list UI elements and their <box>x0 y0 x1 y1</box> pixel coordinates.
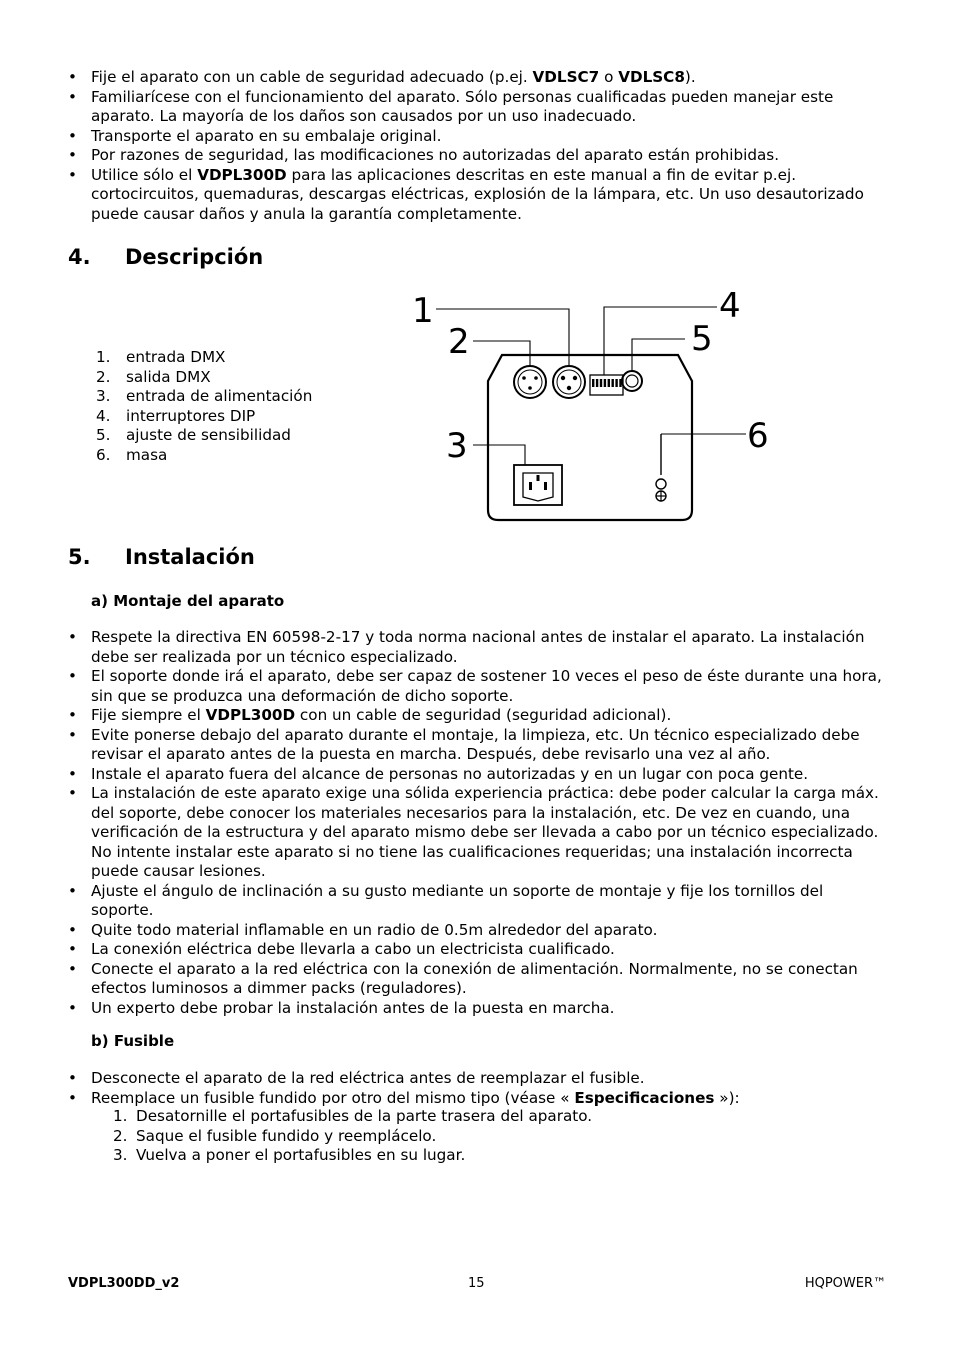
bold-text: VDPL300D <box>197 165 287 184</box>
text-run: Conecte el aparato a la red eléctrica con la conexión de alimentación. Normalmente, no se conectan efectos luminosos a dimmer packs (reguladores). <box>91 959 858 997</box>
fuse-step <box>113 1107 592 1127</box>
list-item <box>68 127 888 147</box>
sensitivity-knob <box>622 371 642 391</box>
list-item <box>68 146 888 166</box>
item-label: masa <box>126 445 168 464</box>
footer-page-number: 15 <box>468 1276 485 1291</box>
text-run: Respete la directiva EN 60598-2-17 y toda norma nacional antes de instalar el aparato. La instalación debe ser realizada por un técnico especializado. <box>91 628 865 666</box>
list-item <box>68 882 888 921</box>
ground-terminal <box>656 434 666 501</box>
list-item <box>68 921 888 941</box>
dip-switch <box>615 379 617 387</box>
text-run: Utilice sólo el <box>91 165 198 184</box>
list-item <box>68 628 888 667</box>
dip-switch <box>600 379 602 387</box>
text-run: Ajuste el ángulo de inclinación a su gusto mediante un soporte de montaje y fije los tornillos del soporte. <box>91 881 824 919</box>
text-run: Por razones de seguridad, las modificaciones no autorizadas del aparato están prohibidas. <box>91 146 780 164</box>
text-run: La instalación de este aparato exige una sólida experiencia práctica: debe poder calcular la carga máx. del soporte, debe conocer los materiales necesarios para la instalación, etc. De vez en cuando, una verificación de la estructura y del aparato mismo debe ser llevada a cabo por un técnico especializado. No intente instalar este aparato si no tiene las cualificaciones requeridas; una instalación incorrecta puede causar lesiones. <box>91 784 879 880</box>
list-item <box>68 999 888 1019</box>
text-run: Instale el aparato fuera del alcance de personas no autorizadas y en un lugar con poca gente. <box>91 764 809 783</box>
dip-switch <box>604 379 606 387</box>
parts-list-item <box>96 446 312 466</box>
text-run: Un experto debe probar la instalación antes de la puesta en marcha. <box>91 998 615 1017</box>
parts-list-item <box>96 387 312 407</box>
callout-4: 4 <box>719 286 741 326</box>
dmx-output-connector <box>553 366 585 398</box>
item-label: salida DMX <box>126 367 211 386</box>
text-run: Desconecte el aparato de la red eléctrica antes de reemplazar el fusible. <box>91 1069 645 1087</box>
fuse-step <box>113 1127 592 1147</box>
bold-text: VDLSC8 <box>618 68 685 86</box>
text-run: Fije el aparato con un cable de seguridad adecuado (p.ej. <box>91 68 533 86</box>
parts-list-item <box>96 407 312 427</box>
rear-panel-diagram <box>410 285 770 525</box>
parts-list <box>96 348 312 466</box>
list-item <box>68 706 888 726</box>
item-number: 6. <box>96 445 111 464</box>
text-run: Fije siempre el <box>91 706 206 724</box>
item-label: interruptores DIP <box>126 406 256 425</box>
item-number: 1. <box>96 348 111 366</box>
text-run: Evite ponerse debajo del aparato durante el montaje, la limpieza, etc. Un técnico especializado debe revisar el aparato antes de la puesta en marcha. Después, debe revisarlo una vez al año. <box>91 725 860 763</box>
list-item <box>68 726 888 765</box>
footer-brand: HQPOWER™ <box>804 1276 886 1291</box>
step-text: Saque el fusible fundido y reemplácelo. <box>136 1126 437 1145</box>
parts-list-item <box>96 368 312 388</box>
text-run: o <box>599 68 619 86</box>
callout-3: 3 <box>446 426 468 466</box>
item-number: 4. <box>96 406 111 425</box>
text-run: La conexión eléctrica debe llevarla a cabo un electricista cualificado. <box>91 940 615 958</box>
callout-2: 2 <box>448 322 470 362</box>
text-run: Quite todo material inflamable en un radio de 0.5m alrededor del aparato. <box>91 920 658 939</box>
text-run: Familiarícese con el funcionamiento del aparato. Sólo personas cualificadas pueden manejar este aparato. La mayoría de los daños son causados por un uso inadecuado. <box>91 87 834 125</box>
list-item <box>68 784 888 882</box>
list-item <box>68 88 888 127</box>
dip-switch <box>596 379 598 387</box>
list-item <box>68 1089 888 1109</box>
subsection-b-title: b) Fusible <box>91 1032 175 1050</box>
parts-list-item <box>96 426 312 446</box>
dip-switches <box>590 375 623 395</box>
bold-text: VDPL300D <box>205 706 296 724</box>
intro-bullet-list <box>68 68 888 224</box>
list-item <box>68 960 888 999</box>
step-number: 2. <box>113 1126 128 1145</box>
list-item <box>68 667 888 706</box>
step-number: 3. <box>113 1146 128 1165</box>
power-inlet <box>514 465 562 505</box>
text-run: para las aplicaciones descritas en este manual a fin de evitar p.ej. cortocircuitos, quemaduras, descargas eléctricas, explosión de la lámpara, etc. Un uso desautorizado puede causar daños y anula la garantía completamente. <box>91 165 864 223</box>
text-run: El soporte donde irá el aparato, debe ser capaz de sostener 10 veces el peso de éste durante una hora, sin que se produzca una deformación de dicho soporte. <box>91 667 882 705</box>
item-label: entrada DMX <box>126 348 226 366</box>
list-item <box>68 765 888 785</box>
item-number: 2. <box>96 367 111 386</box>
fuse-step <box>113 1146 592 1166</box>
parts-list-item <box>96 348 312 368</box>
callout-6: 6 <box>747 416 769 456</box>
install-bullet-list <box>68 628 888 1018</box>
bold-text: VDLSC7 <box>532 68 600 86</box>
step-text: Vuelva a poner el portafusibles en su lugar. <box>136 1146 466 1165</box>
item-number: 3. <box>96 387 111 406</box>
text-run: Reemplace un fusible fundido por otro del mismo tipo (véase « <box>91 1088 575 1107</box>
list-item <box>68 1069 888 1089</box>
text-run: »): <box>714 1088 740 1107</box>
fuse-steps-list <box>113 1107 592 1166</box>
step-text: Desatornille el portafusibles de la parte trasera del aparato. <box>136 1107 593 1125</box>
callout-1: 1 <box>412 291 434 331</box>
item-label: entrada de alimentación <box>126 387 313 406</box>
text-run: ). <box>684 68 696 86</box>
item-number: 5. <box>96 426 111 445</box>
dip-switch <box>592 379 594 387</box>
subsection-a-title: a) Montaje del aparato <box>91 592 285 610</box>
step-number: 1. <box>113 1107 128 1125</box>
fuse-bullet-list <box>68 1069 888 1108</box>
list-item <box>68 940 888 960</box>
callout-5: 5 <box>691 319 713 359</box>
section-5-heading: 5. Instalación <box>68 545 255 569</box>
list-item <box>68 166 888 225</box>
bold-text: Especificaciones <box>574 1088 715 1107</box>
dip-switch <box>612 379 614 387</box>
dip-switch <box>608 379 610 387</box>
text-run: con un cable de seguridad (seguridad adicional). <box>295 706 672 724</box>
footer-doc-code: VDPL300DD_v2 <box>68 1276 180 1291</box>
section-4-heading: 4. Descripción <box>68 245 264 269</box>
item-label: ajuste de sensibilidad <box>126 426 291 445</box>
list-item <box>68 68 888 88</box>
text-run: Transporte el aparato en su embalaje original. <box>91 126 442 145</box>
dmx-input-connector <box>514 366 546 398</box>
